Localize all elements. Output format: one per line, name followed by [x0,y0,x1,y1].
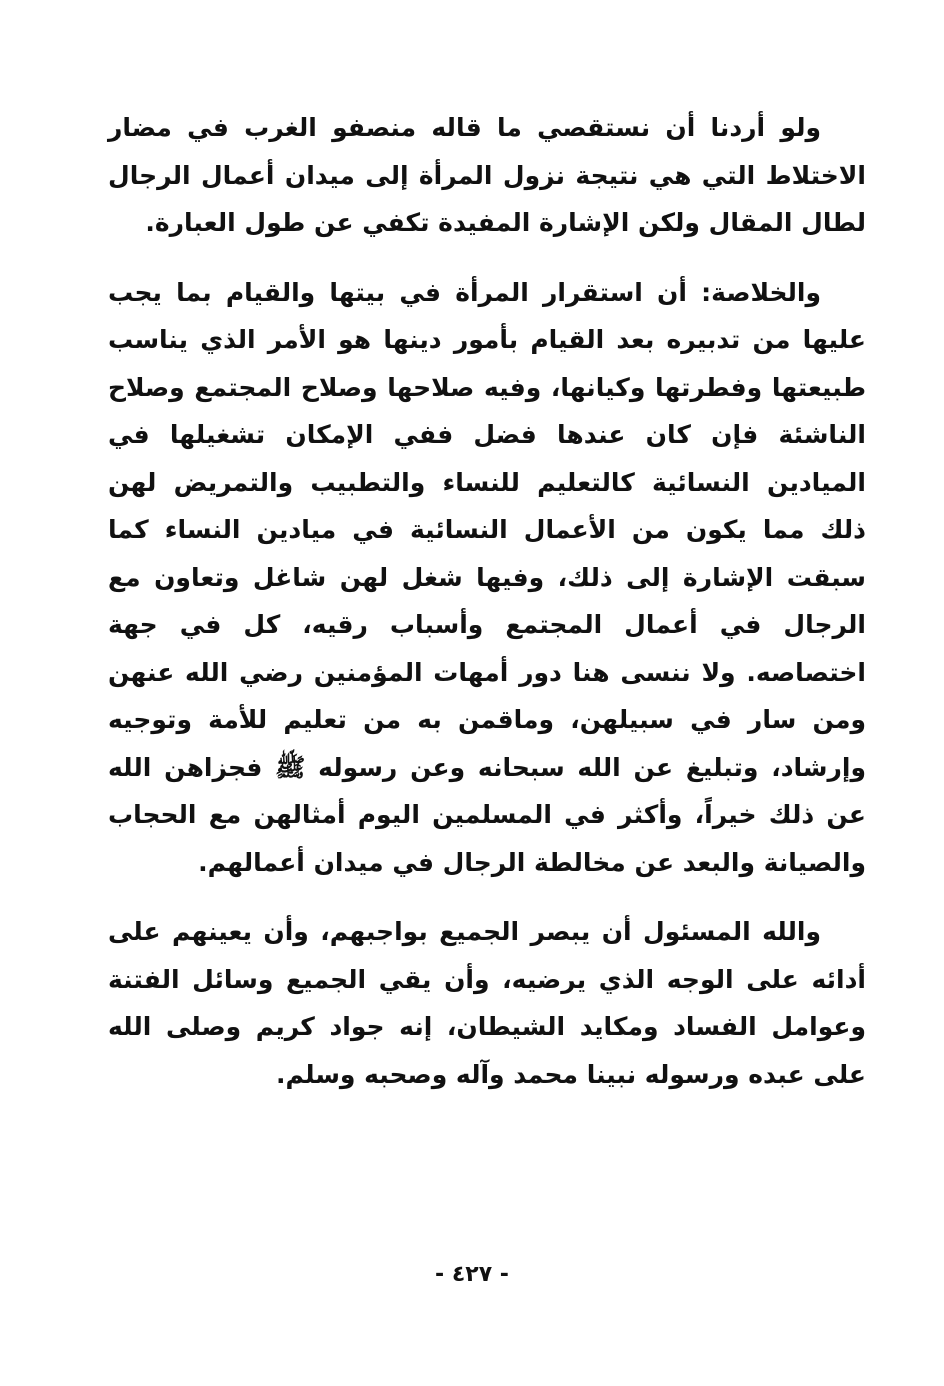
page-number: - ٤٢٧ - [435,1262,509,1287]
paragraph-1: ولو أردنا أن نستقصي ما قاله منصفو الغرب في مضار الاختلاط التي هي نتيجة نزول المرأة إلى ميدان أعمال الرجال لطال المقال ولكن الإشارة المفيدة تكفي عن طول العبارة. [108,113,866,237]
body-text [108,104,866,1120]
paragraph-3: والله المسئول أن يبصر الجميع بواجبهم، وأن يعينهم على أدائه على الوجه الذي يرضيه، وأن يقي الجميع وسائل الفتنة وعوامل الفساد ومكايد الشيطان، إنه جواد كريم وصلى الله على عبده ورسوله نبينا محمد وآله وصحبه وسلم. [108,917,866,1089]
paragraph-2: والخلاصة: أن استقرار المرأة في بيتها والقيام بما يجب عليها من تدبيره بعد القيام بأمور دينها هو الأمر الذي يناسب طبيعتها وفطرتها وكيانها، وفيه صلاحها وصلاح المجتمع وصلاح الناشئة فإن كان عندها فضل ففي الإمكان تشغيلها في الميادين النسائية كالتعليم للنساء والتطبيب والتمريض لهن ذلك مما يكون من الأعمال النسائية في ميادين النساء كما سبقت الإشارة إلى ذلك، وفيها شغل لهن شاغل وتعاون مع الرجال في أعمال المجتمع وأسباب رقيه، كل في جهة اختصاصه. ولا ننسى هنا دور أمهات المؤمنين رضي الله عنهن ومن سار في سبيلهن، وماقمن به من تعليم للأمة وتوجيه وإرشاد، وتبليغ عن الله سبحانه وعن رسوله ﷺ فجزاهن الله عن ذلك خيراً، وأكثر في المسلمين اليوم أمثالهن مع الحجاب والصيانة والبعد عن مخالطة الرجال في ميدان أعمالهم. [108,277,866,877]
